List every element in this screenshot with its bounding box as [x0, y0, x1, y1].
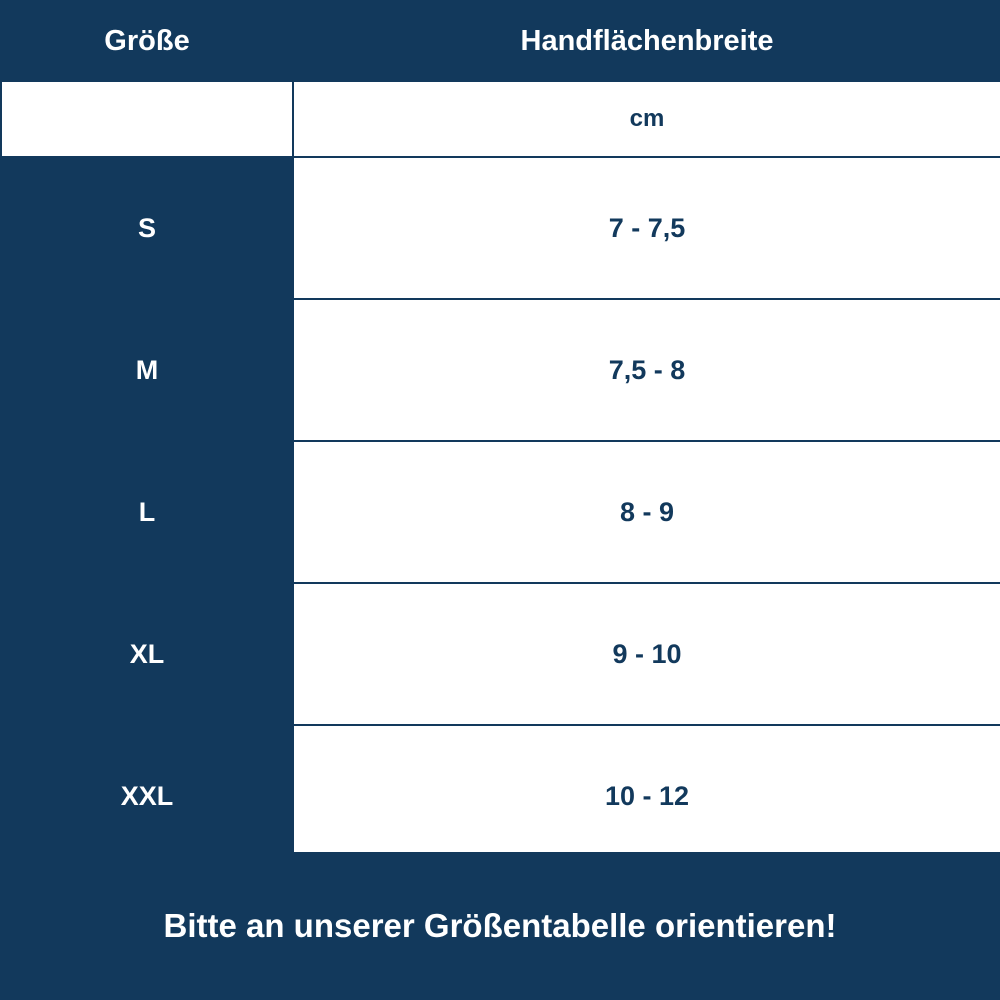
size-label-m: M — [1, 299, 293, 441]
size-label-s: S — [1, 157, 293, 299]
size-label-xl: XL — [1, 583, 293, 725]
table-row — [1, 157, 1000, 299]
palm-width-s: 7 - 7,5 — [293, 157, 1000, 299]
footer-note: Bitte an unserer Größentabelle orientieren! — [0, 852, 1000, 1000]
unit-row-unit-cell: cm — [293, 81, 1000, 157]
palm-width-xxl: 10 - 12 — [293, 725, 1000, 867]
table-row — [1, 725, 1000, 867]
table-body — [1, 1, 1000, 867]
palm-width-m: 7,5 - 8 — [293, 299, 1000, 441]
palm-width-xl: 9 - 10 — [293, 583, 1000, 725]
size-label-xxl: XXL — [1, 725, 293, 867]
table-row — [1, 583, 1000, 725]
unit-row-size-cell — [1, 81, 293, 157]
palm-width-l: 8 - 9 — [293, 441, 1000, 583]
table-row — [1, 441, 1000, 583]
column-header-palm-width: Handflächenbreite — [293, 1, 1000, 81]
size-label-l: L — [1, 441, 293, 583]
table-row — [1, 299, 1000, 441]
column-header-size: Größe — [1, 1, 293, 81]
table-unit-row — [1, 81, 1000, 157]
table-header-row — [1, 1, 1000, 81]
